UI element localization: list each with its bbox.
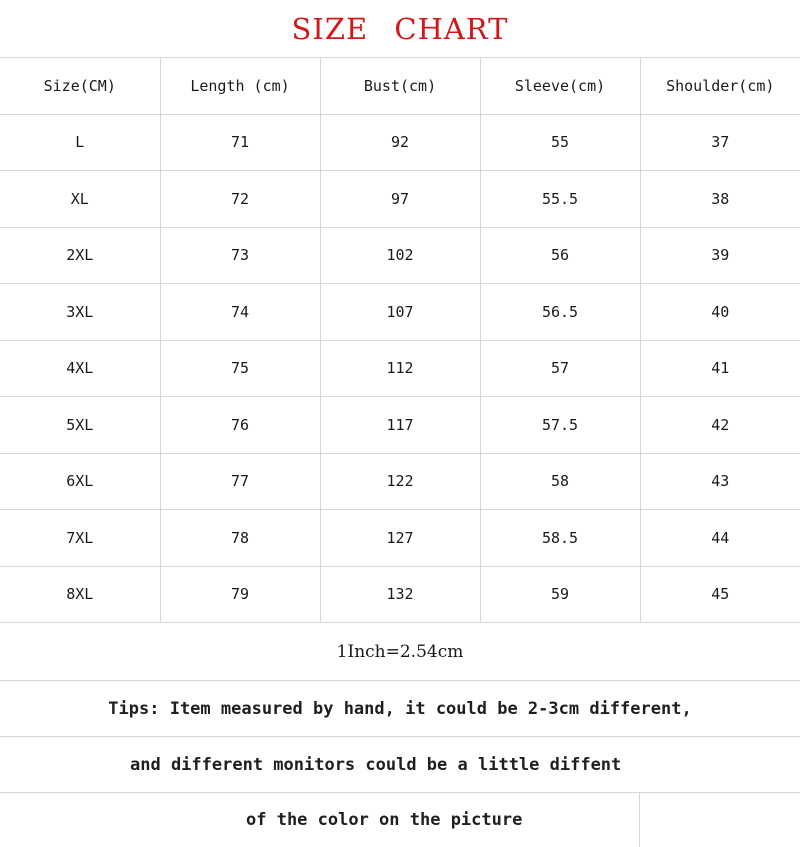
cell-size: 4XL xyxy=(0,340,160,397)
cell-shoulder: 44 xyxy=(640,510,800,567)
unit-conversion-note: 1Inch=2.54cm xyxy=(0,623,800,681)
cell-size: 5XL xyxy=(0,397,160,454)
tips-line-2: and different monitors could be a little diffent xyxy=(0,737,800,793)
cell-length: 75 xyxy=(160,340,320,397)
cell-bust: 132 xyxy=(320,566,480,623)
table-row xyxy=(0,171,800,228)
cell-length: 72 xyxy=(160,171,320,228)
cell-sleeve: 57.5 xyxy=(480,397,640,454)
cell-shoulder: 42 xyxy=(640,397,800,454)
cell-size: 2XL xyxy=(0,227,160,284)
table-row xyxy=(0,453,800,510)
cell-length: 73 xyxy=(160,227,320,284)
cell-bust: 97 xyxy=(320,171,480,228)
size-table-container xyxy=(0,57,800,623)
cell-bust: 112 xyxy=(320,340,480,397)
table-row xyxy=(0,114,800,171)
cell-length: 74 xyxy=(160,284,320,341)
cell-shoulder: 37 xyxy=(640,114,800,171)
cell-sleeve: 56 xyxy=(480,227,640,284)
cell-bust: 122 xyxy=(320,453,480,510)
cell-shoulder: 39 xyxy=(640,227,800,284)
cell-sleeve: 55.5 xyxy=(480,171,640,228)
chart-title: SIZE CHART xyxy=(291,12,509,46)
cell-bust: 117 xyxy=(320,397,480,454)
cell-bust: 127 xyxy=(320,510,480,567)
cell-size: 3XL xyxy=(0,284,160,341)
table-body xyxy=(0,114,800,623)
cell-divider xyxy=(639,793,640,847)
header-bust: Bust(cm) xyxy=(320,58,480,115)
cell-sleeve: 56.5 xyxy=(480,284,640,341)
table-row xyxy=(0,397,800,454)
cell-length: 79 xyxy=(160,566,320,623)
tips-line-1: Tips: Item measured by hand, it could be 2-3cm different, xyxy=(0,681,800,737)
cell-length: 77 xyxy=(160,453,320,510)
cell-size: L xyxy=(0,114,160,171)
cell-length: 76 xyxy=(160,397,320,454)
cell-length: 78 xyxy=(160,510,320,567)
header-shoulder: Shoulder(cm) xyxy=(640,58,800,115)
cell-size: 6XL xyxy=(0,453,160,510)
cell-shoulder: 38 xyxy=(640,171,800,228)
cell-size: XL xyxy=(0,171,160,228)
header-size: Size(CM) xyxy=(0,58,160,115)
cell-size: 8XL xyxy=(0,566,160,623)
table-row xyxy=(0,227,800,284)
cell-sleeve: 58 xyxy=(480,453,640,510)
table-row xyxy=(0,566,800,623)
table-row xyxy=(0,284,800,341)
cell-bust: 107 xyxy=(320,284,480,341)
table-row xyxy=(0,340,800,397)
header-sleeve: Sleeve(cm) xyxy=(480,58,640,115)
cell-size: 7XL xyxy=(0,510,160,567)
cell-shoulder: 45 xyxy=(640,566,800,623)
cell-sleeve: 55 xyxy=(480,114,640,171)
cell-shoulder: 41 xyxy=(640,340,800,397)
cell-length: 71 xyxy=(160,114,320,171)
tips-line-3: of the color on the picture xyxy=(246,810,523,830)
cell-shoulder: 40 xyxy=(640,284,800,341)
cell-shoulder: 43 xyxy=(640,453,800,510)
size-table xyxy=(0,57,800,623)
cell-bust: 102 xyxy=(320,227,480,284)
cell-sleeve: 58.5 xyxy=(480,510,640,567)
cell-sleeve: 57 xyxy=(480,340,640,397)
header-length: Length (cm) xyxy=(160,58,320,115)
table-row xyxy=(0,510,800,567)
table-header-row xyxy=(0,58,800,115)
cell-bust: 92 xyxy=(320,114,480,171)
cell-sleeve: 59 xyxy=(480,566,640,623)
